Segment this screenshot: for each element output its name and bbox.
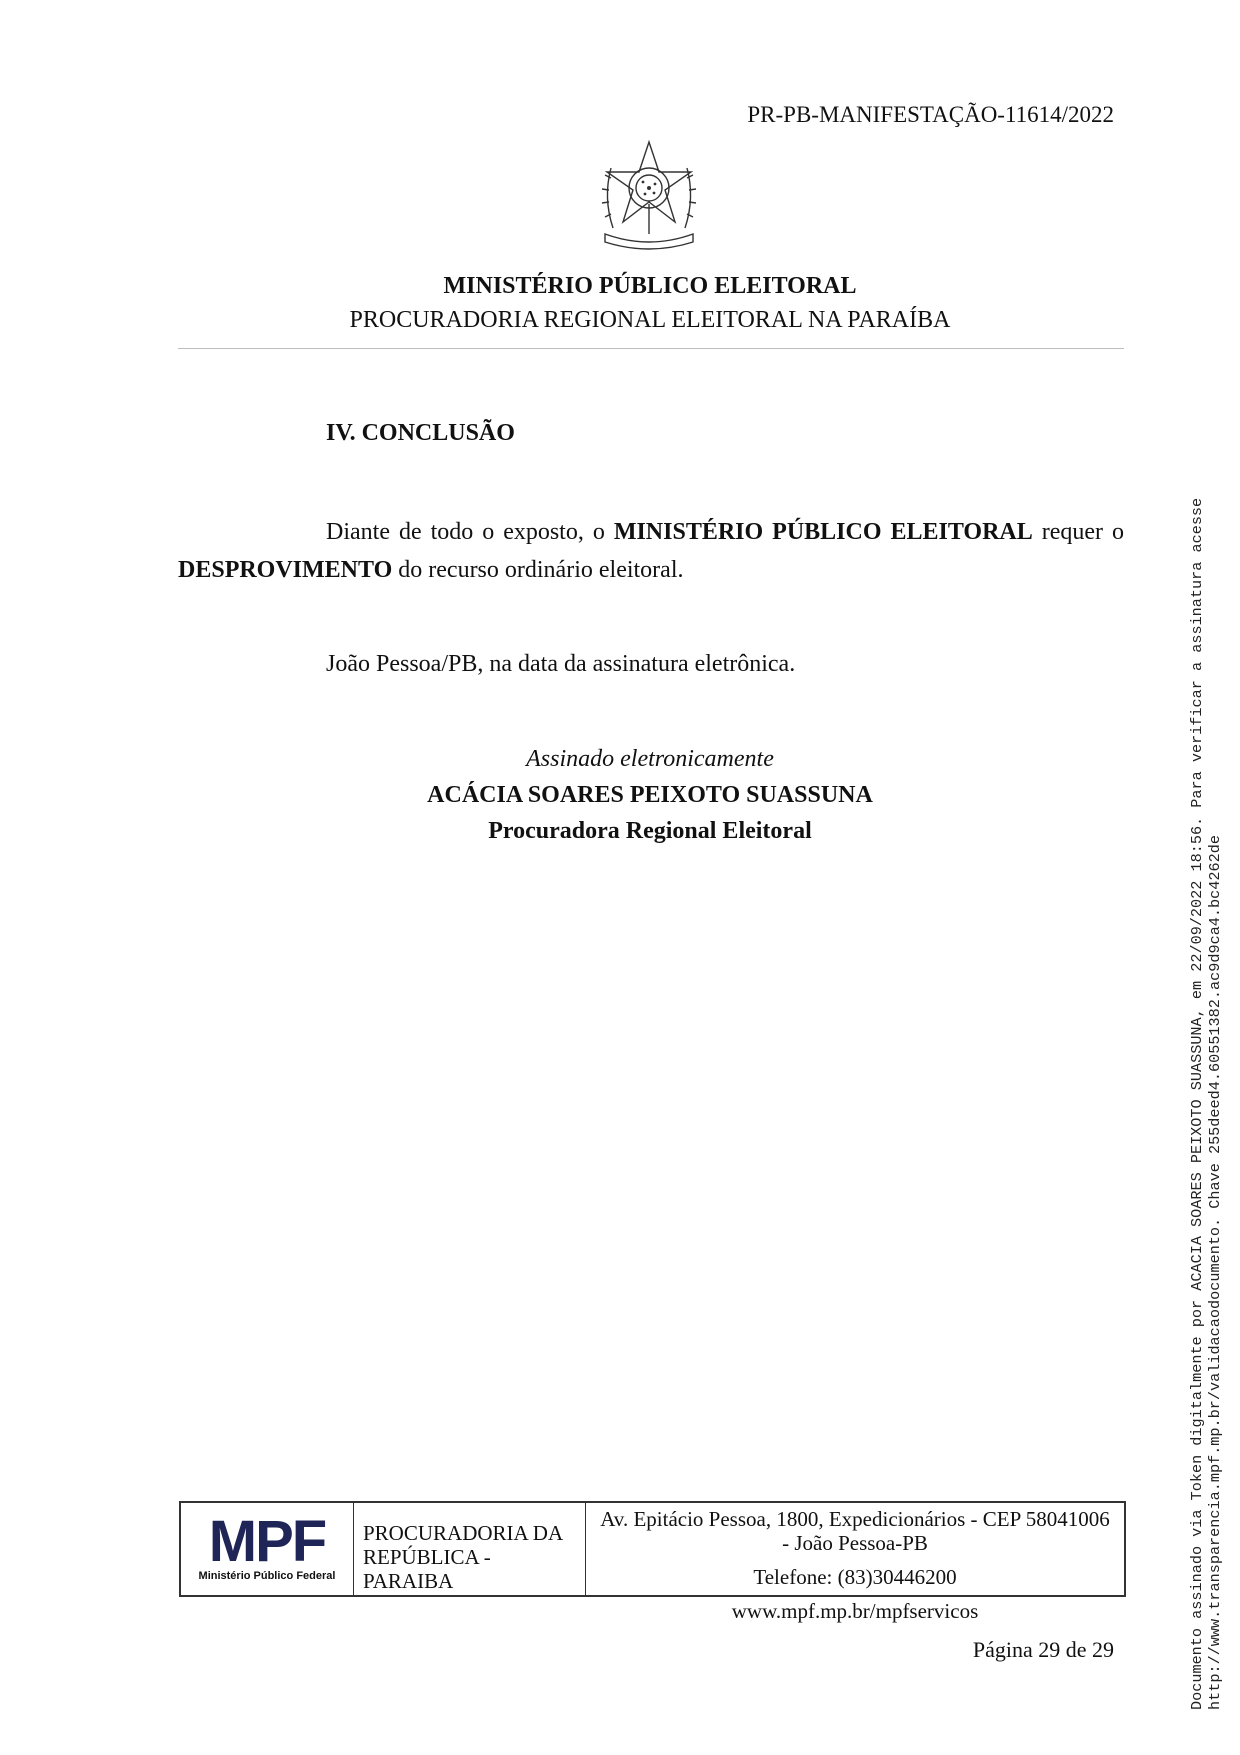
signature-note: Assinado eletronicamente — [526, 746, 774, 772]
mpf-logo-subtext: Ministério Público Federal — [198, 1570, 336, 1582]
organization-title: MINISTÉRIO PÚBLICO ELEITORAL — [443, 273, 857, 299]
footer-contact — [586, 1503, 1124, 1623]
footer-address-line2: - João Pessoa-PB — [782, 1531, 928, 1555]
brazil-coat-of-arms-icon — [593, 138, 705, 254]
paragraph-text: do recurso ordinário eleitoral. — [392, 557, 684, 583]
paragraph-text: requer o — [1032, 519, 1125, 545]
paragraph-text: Diante de todo o exposto, o — [326, 519, 614, 545]
footer-website: www.mpf.mp.br/mpfservicos — [731, 1599, 979, 1623]
footer-address-line1: Av. Epitácio Pessoa, 1800, Expedicionários - CEP 58041006 — [600, 1507, 1110, 1531]
signer-role: Procuradora Regional Eleitoral — [488, 818, 812, 844]
footer-unit: PROCURADORIA DA REPÚBLICA - PARAIBA — [354, 1503, 586, 1595]
verification-line-1: Documento assinado via Token digitalmente por ACACIA SOARES PEIXOTO SUASSUNA, em 22/09/2022 18:56. Para verificar a assinatura acesse — [1188, 497, 1206, 1710]
document-id: PR-PB-MANIFESTAÇÃO-11614/2022 — [747, 102, 1114, 127]
mpf-logo-mark: MPF — [208, 1509, 326, 1574]
paragraph-bold-request: DESPROVIMENTO — [178, 557, 393, 583]
signer-name: ACÁCIA SOARES PEIXOTO SUASSUNA — [427, 782, 873, 808]
verification-line-2: http://www.transparencia.mpf.mp.br/validacaodocumento. Chave 255deed4.60551382.ac9d9ca4.bc4262de — [1206, 835, 1224, 1710]
signature-block — [0, 741, 1240, 849]
section-heading: IV. CONCLUSÃO — [326, 420, 515, 446]
mpf-logo — [181, 1503, 354, 1595]
organization-subtitle: PROCURADORIA REGIONAL ELEITORAL NA PARAÍBA — [349, 307, 951, 333]
header-divider — [178, 348, 1124, 349]
conclusion-paragraph — [178, 513, 1124, 589]
place-date: João Pessoa/PB, na data da assinatura eletrônica. — [326, 651, 796, 677]
footer-phone: Telefone: (83)30446200 — [753, 1565, 957, 1589]
footer-table — [179, 1501, 1126, 1623]
paragraph-bold-org: MINISTÉRIO PÚBLICO ELEITORAL — [613, 519, 1033, 545]
signature-verification-note — [1188, 498, 1224, 1710]
page-number: Página 29 de 29 — [972, 1637, 1114, 1662]
